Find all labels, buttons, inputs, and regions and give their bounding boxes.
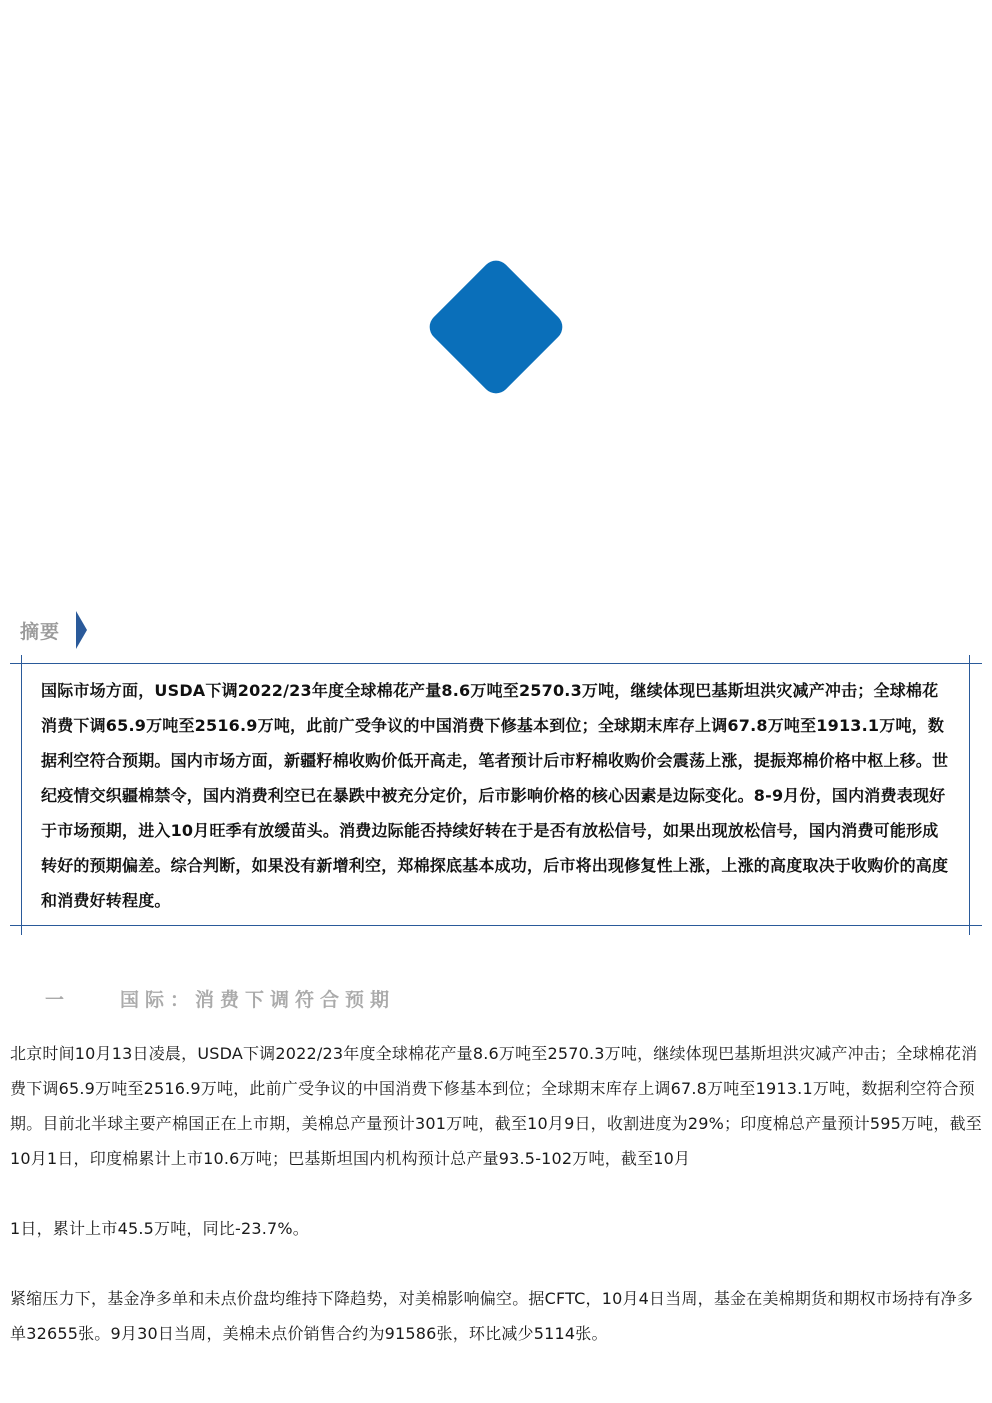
summary-text: 国际市场方面，USDA下调2022/23年度全球棉花产量8.6万吨至2570.3万吨，继续体现巴基斯坦洪灾减产冲击；全球棉花消费下调65.9万吨至2516.9万吨，此前广受争议的中国消费下修基本到位；全球期末库存上调67.8万吨至1913.1万吨，数据利空符合预期。国内市场方面，新疆籽棉收购价低开高走，笔者预计后市籽棉收购价会震荡上涨，提振郑棉价格中枢上移。世纪疫情交织疆棉禁令，国内消费利空已在暴跌中被充分定价，后市影响价格的核心因素是边际变化。8-9月份，国内消费表现好于市场预期，进入10月旺季有放缓苗头。消费边际能否持续好转在于是否有放松信号，如果出现放松信号，国内消费可能形成转好的预期偏差。综合判断，如果没有新增利空，郑棉探底基本成功，后市将出现修复性上涨，上涨的高度取决于收购价的高度和消费好转程度。	[41, 681, 949, 910]
summary-frame-top	[10, 663, 982, 664]
diamond-logo-icon	[424, 255, 568, 399]
summary-frame-right	[969, 655, 970, 935]
summary-frame-left	[21, 655, 22, 935]
summary-arrow-icon	[76, 611, 87, 649]
body-paragraph-1: 北京时间10月13日凌晨，USDA下调2022/23年度全球棉花产量8.6万吨至2570.3万吨，继续体现巴基斯坦洪灾减产冲击；全球棉花消费下调65.9万吨至2516.9万吨，此前广受争议的中国消费下修基本到位；全球期末库存上调67.8万吨至1913.1万吨，数据利空符合预期。目前北半球主要产棉国正在上市期，美棉总产量预计301万吨，截至10月9日，收割进度为29%；印度棉总产量预计595万吨，截至10月1日，印度棉累计上市10.6万吨；巴基斯坦国内机构预计总产量93.5-102万吨，截至10月	[10, 1044, 982, 1168]
summary-title: 摘要	[20, 621, 61, 643]
section-title: 国际：消费下调符合预期	[120, 989, 396, 1011]
section-number: 一	[45, 989, 65, 1011]
body-paragraph-2: 紧缩压力下，基金净多单和未点价盘均维持下降趋势，对美棉影响偏空。据CFTC，10月4日当周，基金在美棉期货和期权市场持有净多单32655张。9月30日当周，美棉未点价销售合约为91586张，环比减少5114张。	[10, 1289, 974, 1343]
body-paragraph-1-cont: 1日，累计上市45.5万吨，同比-23.7%。	[10, 1219, 310, 1238]
summary-frame-bottom	[10, 925, 982, 926]
